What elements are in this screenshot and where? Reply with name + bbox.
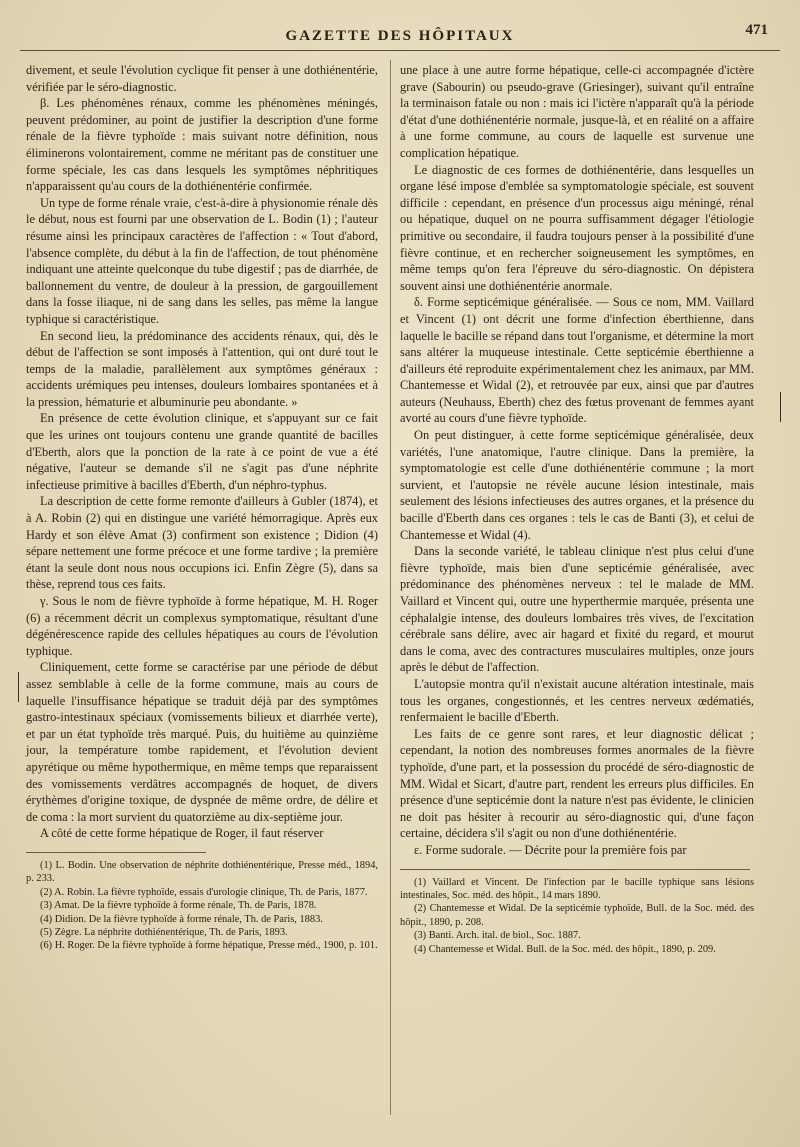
right-footnote: (1) Vaillard et Vincent. De l'infection par le bacille typhique sans lésions intestinales, Soc. méd. des hôpit., 14 mars 1890. [400, 876, 754, 901]
running-title: GAZETTE DES HÔPITAUX [285, 28, 515, 44]
right-footnote: (4) Chantemesse et Widal. Bull. de la Soc. méd. des hôpit., 1890, p. 209. [414, 943, 716, 955]
left-column [26, 62, 378, 953]
right-paragraph-5: Dans la seconde variété, le tableau clinique n'est plus celui d'une fièvre typhoïde, mais bien d'une septicémie généralisée, avec prédominance des phénomènes nerveux : tel le malade de MM. Vaillard et Vincent qui, outre une hyperthermie marquée, présenta une céphalalgie intense, des douleurs lombaires très vives, de l'excitation cérébrale sans délire, avec air hagard et fixité du regard, et mourut dans le coma, avec des contractures musculaires multiples, onze jours après le début de l'affection. [400, 544, 754, 675]
right-paragraph-epsilon: ε. Forme sudorale. — Décrite pour la première fois par [414, 842, 687, 857]
right-paragraph-6: L'autopsie montra qu'il n'existait aucune altération intestinale, mais tous les organes, congestionnés, et les centres nerveux œdématiés, renfermaient le bacille d'Eberth. [400, 676, 754, 725]
left-paragraph-gamma: γ. Sous le nom de fièvre typhoïde à forme hépatique, M. H. Roger (6) a récemment décrit un complexus symptomatique, résultant d'une dégénérescence rapide des cellules hépatiques au cours de l'évolution typhique. [26, 594, 378, 658]
page-number: 471 [745, 22, 768, 38]
right-footnote: (3) Banti. Arch. ital. de biol., Soc. 1887. [414, 930, 581, 942]
left-paragraph-5: En présence de cette évolution clinique, et s'appuyant sur ce fait que les urines ont toujours contenu une grande quantité de bacilles d'Eberth, alors que la ponction de la rate à ce point de vue a été négative, l'auteur se demande s'il ne s'agit pas d'une néphrite infectieuse primitive à bacilles d'Eberth, d'un néphro-typhus. [26, 411, 378, 492]
page-header [22, 22, 778, 50]
left-paragraph-9: A côté de cette forme hépatique de Roger, il faut réserver [40, 826, 324, 841]
right-paragraph-1: une place à une autre forme hépatique, celle-ci accompagnée d'ictère grave (Sabourin) ou pseudo-grave (Griesinger), suivant qu'il entraîne la terminaison fatale ou non : mais ici l'ictère n'apparaît qu'à la période d'état d'une dothiénentérie normale, jusque-là, et en réalité on a affaire à une forme commune, au cours de laquelle est survenue une complication hépatique. [400, 63, 754, 160]
column-divider [390, 60, 391, 1115]
left-paragraph-beta: β. Les phénomènes rénaux, comme les phénomènes méningés, peuvent prédominer, au point de justifier la description d'une forme rénale de la fièvre typhoïde : mais suivant notre définition, nous éliminerons volontairement, comme ne méritant pas de constituer une forme spéciale, les cas dans lesquels les symptômes néphritiques n'apparaissent qu'au cours de la dothiénentérie confirmée. [26, 96, 378, 194]
left-footnote: (6) H. Roger. De la fièvre typhoïde à forme hépatique, Presse méd., 1900, p. 101. [40, 940, 378, 952]
left-paragraph-8: Cliniquement, cette forme se caractérise par une période de début assez semblable à celle de la forme commune, mais au cours de laquelle l'insuffisance hépatique se traduit déjà par des symptômes gastro-intestinaux spéciaux (vomissements bilieux et diarrhée verte), et par un état typhoïde très marqué. Puis, du huitième au quinzième jour, la température tombe rapidement, et l'évolution devient apyrétique ou même hypothermique, en même temps que reparaissent des vomissements verdâtres accompagnés de hoquet, de divers érythèmes d'origine toxique, de dyspnée de même ordre, de délire et de coma : la mort survient du quatorzième au dix-septième jour. [26, 660, 378, 824]
left-paragraph-6: La description de cette forme remonte d'ailleurs à Gubler (1874), et à A. Robin (2) qui en distingue une variété hémorragique. Après eux Hardy et son élève Amat (3) confirment son existence ; Didion (4) sépare nettement une forme précoce et une forme tardive ; la première étant la seule dont nous nous occupions ici. Enfin Zègre (5), dans sa thèse, reprend tous ces faits. [26, 494, 378, 592]
left-paragraph-1: divement, et seule l'évolution cyclique fit penser à une dothiénentérie, vérifiée par le séro-diagnostic. [26, 63, 378, 94]
right-paragraph-delta: δ. Forme septicémique généralisée. — Sous ce nom, MM. Vaillard et Vincent (1) ont décrit une forme d'infection éberthienne, dans laquelle le bacille se répand dans tout l'organisme, et détermine la mort sans altérer la muqueuse intestinale. Cette septicémie éberthienne a d'ailleurs été reproduite expérimentalement chez les animaux, par MM. Chantemesse et Widal (2), et retrouvée par eux, ainsi que par d'autres auteurs (Neuhauss, Eberth) chez des fœtus provenant de femmes ayant avorté au cours d'une fièvre typhoïde. [400, 295, 754, 426]
right-footnote-rule [400, 869, 750, 870]
margin-bracket [18, 672, 19, 702]
right-paragraph-2: Le diagnostic de ces formes de dothiénentérie, dans lesquelles un organe lésé impose d'emblée sa symptomatologie spéciale, est souvent difficile : cependant, en présence d'un processus aigu méningé, rénal ou hépatique, duquel on ne pourra suffisamment dégager l'étiologie primitive ou secondaire, il faudra toujours penser à la possibilité d'une fièvre continue, et en rechercher soigneusement les symptômes, en même temps qu'on fera l'épreuve du séro-diagnostic. On dépistera souvent ainsi une dothiénentérie anormale. [400, 162, 754, 293]
left-paragraph-4: En second lieu, la prédominance des accidents rénaux, qui, dès le début de l'affection se sont imposés à l'attention, qui ont duré tout le temps de la maladie, parallèlement aux symptômes généraux : accidents urémiques peu intenses, douleurs lombaires spontanées et à la pression, hématurie et albuminurie peu abondante. » [26, 328, 378, 409]
left-paragraph-3: Un type de forme rénale vraie, c'est-à-dire à physionomie rénale dès le début, nous est fourni par une observation de L. Bodin (1) ; l'auteur résume ainsi les principaux caractères de l'affection : « Tout d'abord, l'absence complète, du début à la fin de l'affection, de tout phénomène indiquant une atteinte quelconque du tube digestif ; pas de diarrhée, de ballonnement du ventre, de douleur à la pression, de gargouillement dans la fosse iliaque, ni de sang dans les selles, pas même la langue typhique si caractéristique. [26, 195, 378, 326]
margin-bracket [780, 392, 781, 422]
left-footnote: (2) A. Robin. La fièvre typhoïde, essais d'urologie clinique, Th. de Paris, 1877. [40, 886, 368, 898]
right-footnote: (2) Chantemesse et Widal. De la septicémie typhoïde, Bull. de la Soc. méd. des hôpit., 1890, p. 208. [400, 903, 754, 928]
left-footnote: (3) Amat. De la fièvre typhoïde à forme rénale, Th. de Paris, 1878. [40, 900, 317, 912]
right-paragraph-7: Les faits de ce genre sont rares, et leur diagnostic délicat ; cependant, la notion des nombreuses formes anormales de la fièvre typhoïde, d'une part, et la possession du procédé de séro-diagnostic de MM. Widal et Sicart, d'autre part, rendent les erreurs plus difficiles. En présence d'une septicémie dont la nature n'est pas évidente, le clinicien ne doit pas hésiter à recourir au séro-diagnostic qui, d'une façon certaine, décidera s'il s'agit ou non d'une dothiénentérie. [400, 726, 754, 841]
left-footnote: (4) Didion. De la fièvre typhoïde à forme rénale, Th. de Paris, 1883. [40, 913, 323, 925]
left-footnote-rule [26, 852, 206, 853]
left-footnote: (1) L. Bodin. Une observation de néphrite dothiénentérique, Presse méd., 1894, p. 233. [26, 859, 378, 885]
header-rule [20, 50, 780, 51]
left-footnote: (5) Zègre. La néphrite dothiénentérique, Th. de Paris, 1893. [40, 926, 288, 938]
right-paragraph-4: On peut distinguer, à cette forme septicémique généralisée, deux variétés, l'une anatomique, l'autre clinique. Dans la première, la symptomatologie est celle d'une dothiénentérie commune ; la mort survient, et l'autopsie ne révèle aucune lésion intestinale, mais seulement des lésions infectieuses des autres organes, et la présence du bacille d'Eberth dans ces organes : tels le cas de Banti (3), et celui de Chantemesse et Widal (4). [400, 428, 754, 542]
right-column [400, 62, 754, 956]
